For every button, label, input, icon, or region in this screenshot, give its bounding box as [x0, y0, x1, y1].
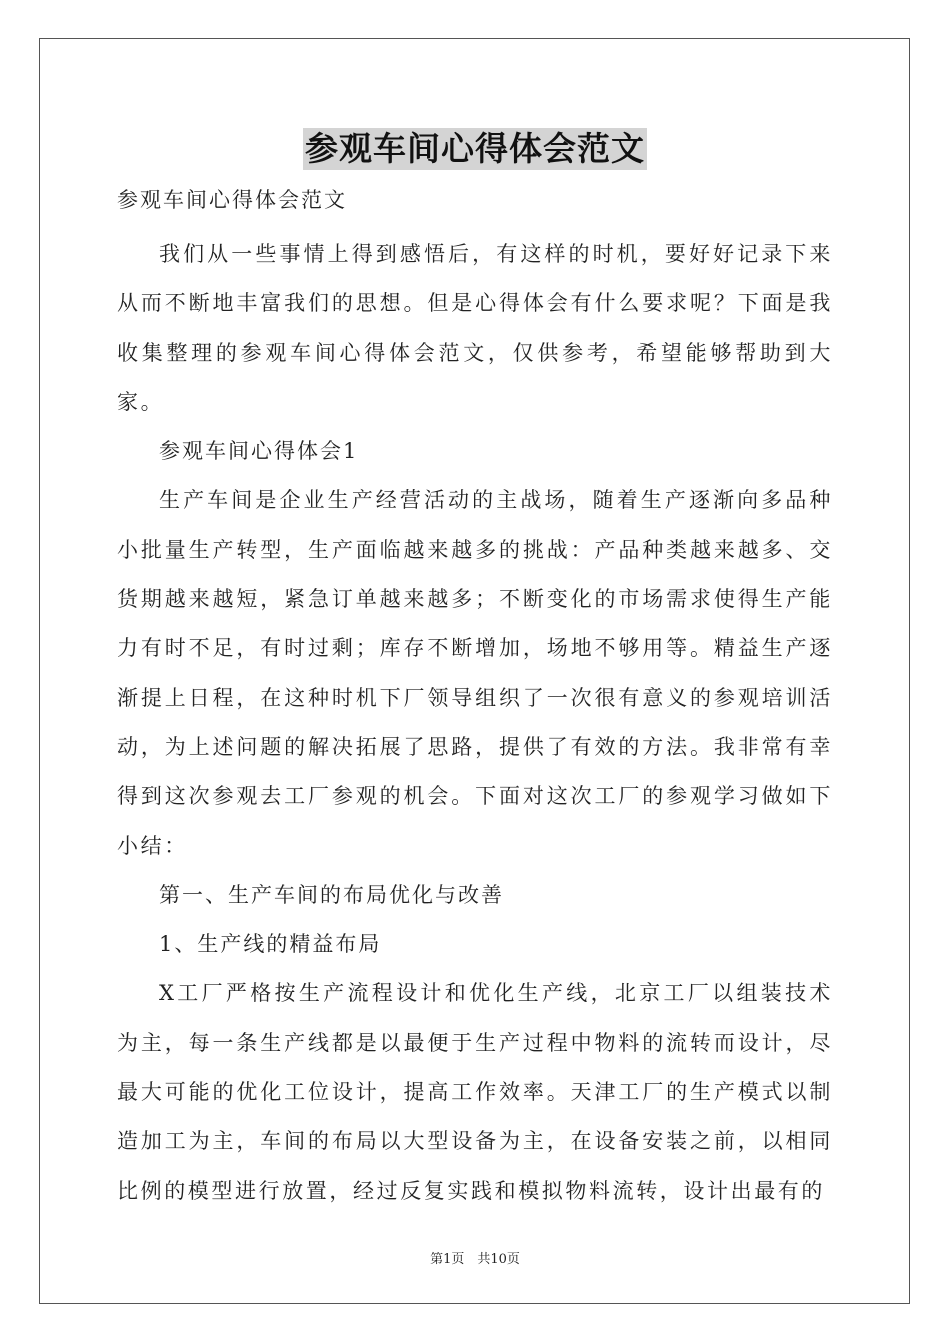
sub-heading-1: 第一、生产车间的布局优化与改善 [159, 882, 504, 907]
document-subtitle: 参观车间心得体会范文 [117, 188, 347, 212]
body-paragraph-1: 生产车间是企业生产经营活动的主战场，随着生产逐渐向多品种小批量生产转型，生产面临越来越多的挑战：产品种类越来越多、交货期越来越短，紧急订单越来越多；不断变化的市场需求使得生产能力有时不足，有时过剩；库存不断增加，场地不够用等。精益生产逐渐提上日程，在这种时机下厂领导组织了一次很有意义的参观培训活动，为上述问题的解决拓展了思路，提供了有效的方法。我非常有幸得到这次参观去工厂参观的机会。下面对这次工厂的参观学习做如下小结： [117, 488, 833, 858]
body-paragraph-2: X工厂严格按生产流程设计和优化生产线，北京工厂以组装技术为主，每一条生产线都是以最便于生产过程中物料的流转而设计，尽最大可能的优化工位设计，提高工作效率。天津工厂的生产模式以制造加工为主，车间的布局以大型设备为主，在设备安装之前，以相同比例的模型进行放置，经过反复实践和模拟物料流转，设计出最有的 [117, 981, 833, 1203]
document-title: 参观车间心得体会范文 [305, 129, 645, 168]
intro-paragraph: 我们从一些事情上得到感悟后，有这样的时机，要好好记录下来从而不断地丰富我们的思想。但是心得体会有什么要求呢？下面是我收集整理的参观车间心得体会范文，仅供参考，希望能够帮助到大家。 [117, 242, 833, 414]
sub-heading-2: 1、生产线的精益布局 [159, 932, 382, 957]
title-wrap [0, 128, 950, 170]
document-body [117, 180, 833, 1216]
section-heading: 参观车间心得体会1 [159, 439, 359, 464]
page-footer: 第1页 共10页 [430, 1252, 520, 1267]
